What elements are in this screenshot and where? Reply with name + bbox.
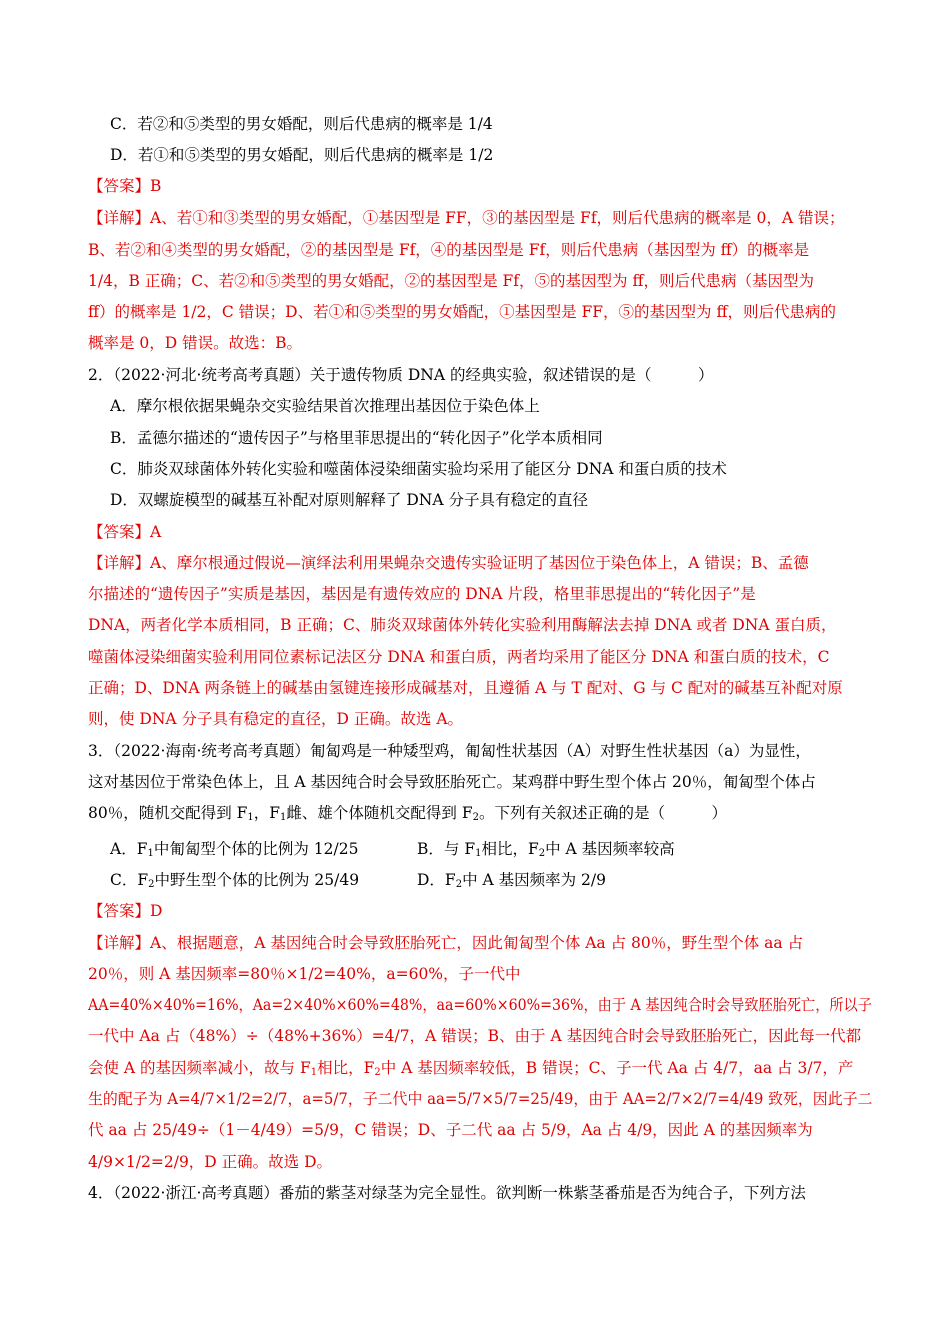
q3-option-a: A．$F_1$中匍匐型个体的比例为 12/25 — [110, 840, 359, 859]
q2-explain-line: 尔描述的“遗传因子”实质是基因，基因是有遗传效应的 DNA 片段，格里菲思提出的“转化因子”是 — [88, 585, 756, 603]
q1-option-c: C．若②和⑤类型的男女婚配，则后代患病的概率是 1/4 — [110, 115, 493, 133]
q3-explain-line: 会使 A 的基因频率减小，故与 $F_1$相比，$F_2$中 A 基因频率较低，B 错误；C、子一代 Aa 占 4/7，aa 占 3/7，产 — [88, 1059, 854, 1078]
q1-explain-line: 【详解】A、若①和③类型的男女婚配，①基因型是 FF，③的基因型是 Ff，则后代患病的概率是 0，A 错误； — [88, 209, 845, 227]
q2-explain-line: DNA，两者化学本质相同，B 正确；C、肺炎双球菌体外转化实验利用酶解法去掉 DNA 或者 DNA 蛋白质， — [88, 616, 837, 634]
q2-option-b: B．孟德尔描述的“遗传因子”与格里菲思提出的“转化因子”化学本质相同 — [110, 429, 603, 447]
q2-option-a: A．摩尔根依据果蝇杂交实验结果首次推理出基因位于染色体上 — [110, 397, 540, 415]
q3-explain-line: 20％，则 A 基因频率=80％×1/2=40%，a=60%，子一代中 — [88, 965, 521, 983]
q3-stem-line: 80％，随机交配得到 $F_1$，$F_1$雌、雄个体随机交配得到 $F_2$。下列有关叙述正确的是（ ） — [88, 804, 727, 823]
q3-answer: 【答案】D — [88, 902, 163, 920]
q2-explain-line: 【详解】A、摩尔根通过假说—演绎法利用果蝇杂交遗传实验证明了基因位于染色体上，A 错误；B、孟德 — [88, 554, 809, 572]
q1-explain-line: B、若②和④类型的男女婚配，②的基因型是 Ff，④的基因型是 Ff，则后代患病（基因型为 ff）的概率是 — [88, 241, 810, 259]
q3-option-d: D．$F_2$中 A 基因频率为 2/9 — [417, 871, 606, 890]
q3-explain-line: 4/9×1/2=2/9，D 正确。故选 D。 — [88, 1153, 333, 1171]
q3-stem-line: 3．（2022·海南·统考高考真题）匍匐鸡是一种矮型鸡，匍匐性状基因（A）对野生性状基因（a）为显性， — [88, 742, 811, 760]
q3-option-b: B．与 $F_1$相比，$F_2$中 A 基因频率较高 — [417, 840, 675, 859]
q2-option-c: C．肺炎双球菌体外转化实验和噬菌体浸染细菌实验均采用了能区分 DNA 和蛋白质的技术 — [110, 460, 727, 478]
q3-explain-line: 一代中 Aa 占（48%）÷（48%+36%）=4/7，A 错误；B、由于 A 基因纯合时会导致胚胎死亡，因此每一代都 — [88, 1027, 862, 1045]
q3-explain-line: 生的配子为 A=4/7×1/2=2/7，a=5/7，子二代中 aa=5/7×5/7=25/49，由于 AA=2/7×2/7=4/49 致死，因此子二 — [88, 1090, 873, 1108]
q1-answer: 【答案】B — [88, 177, 162, 195]
q3-explain-line: AA=40%×40%=16%，Aa=2×40%×60%=48%，aa=60%×60%=36%，由于 A 基因纯合时会导致胚胎死亡，所以子 — [88, 996, 872, 1014]
q3-option-c: C．$F_2$中野生型个体的比例为 25/49 — [110, 871, 360, 890]
q2-option-d: D．双螺旋模型的碱基互补配对原则解释了 DNA 分子具有稳定的直径 — [110, 491, 588, 509]
q3-explain-line: 【详解】A、根据题意，A 基因纯合时会导致胚胎死亡，因此匍匐型个体 Aa 占 80％，野生型个体 aa 占 — [88, 934, 804, 952]
q2-stem: 2．（2022·河北·统考高考真题）关于遗传物质 DNA 的经典实验，叙述错误的是（ ） — [88, 366, 714, 384]
q4-stem: 4．（2022·浙江·高考真题）番茄的紫茎对绿茎为完全显性。欲判断一株紫茎番茄是否为纯合子，下列方法 — [88, 1184, 806, 1202]
q1-explain-line: ff）的概率是 1/2，C 错误；D、若①和⑤类型的男女婚配，①基因型是 FF，⑤的基因型为 ff，则后代患病的 — [88, 303, 836, 321]
q3-explain-line: 代 aa 占 25/49÷（1－4/49）=5/9，C 错误；D、子二代 aa 占 5/9，Aa 占 4/9，因此 A 的基因频率为 — [88, 1121, 813, 1139]
q1-option-d: D．若①和⑤类型的男女婚配，则后代患病的概率是 1/2 — [110, 146, 494, 164]
q2-explain-line: 则，使 DNA 分子具有稳定的直径，D 正确。故选 A。 — [88, 710, 464, 728]
q2-explain-line: 噬菌体浸染细菌实验利用同位素标记法区分 DNA 和蛋白质，两者均采用了能区分 DNA 和蛋白质的技术，C — [88, 648, 830, 666]
q3-stem-line: 这对基因位于常染色体上，且 A 基因纯合时会导致胚胎死亡。某鸡群中野生型个体占 20％，匍匐型个体占 — [88, 773, 816, 791]
q2-explain-line: 正确；D、DNA 两条链上的碱基由氢键连接形成碱基对，且遵循 A 与 T 配对、G 与 C 配对的碱基互补配对原 — [88, 679, 843, 697]
q1-explain-line: 概率是 0，D 错误。故选：B。 — [88, 334, 303, 352]
q1-explain-line: 1/4，B 正确；C、若②和⑤类型的男女婚配，②的基因型是 Ff，⑤的基因型为 ff，则后代患病（基因型为 — [88, 272, 814, 290]
q2-answer: 【答案】A — [88, 523, 162, 541]
